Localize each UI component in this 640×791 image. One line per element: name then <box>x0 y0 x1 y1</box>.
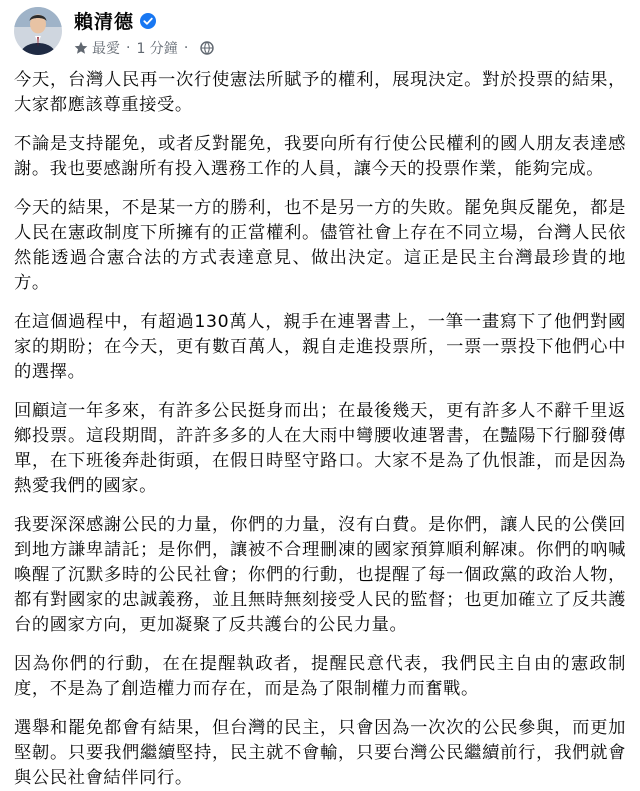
post-paragraph: 今天的結果，不是某一方的勝利，也不是另一方的失敗。罷免與反罷免，都是人民在憲政制度下所擁有的正當權利。儘管社會上存在不同立場，台灣人民依然能透過合憲合法的方式表達意見、做出決定。這正是民主台灣最珍貴的地方。 <box>14 198 626 293</box>
post-meta <box>74 5 214 58</box>
meta-separator: · <box>126 40 131 56</box>
post-timestamp[interactable]: 1 分鐘 <box>136 41 178 57</box>
post-paragraph: 在這個過程中，有超過130萬人，親手在連署書上，一筆一畫寫下了他們對國家的期盼；在今天，更有數百萬人，親自走進投票所，一票一票投下他們心中的選擇。 <box>14 312 626 382</box>
post-paragraph: 回顧這一年多來，有許多公民挺身而出；在最後幾天，更有許多人不辭千里返鄉投票。這段期間，許許多多的人在大雨中彎腰收連署書，在豔陽下行腳發傳單，在下班後奔赴街頭，在假日時堅守路口。大家不是為了仇恨誰，而是因為熱愛我們的國家。 <box>14 401 626 496</box>
post-paragraph: 因為你們的行動，在在提醒執政者，提醒民意代表，我們民主自由的憲政制度，不是為了創造權力而存在，而是為了限制權力而奮戰。 <box>14 654 626 699</box>
post-body <box>14 68 626 791</box>
post-paragraph: 今天，台灣人民再一次行使憲法所賦予的權利，展現決定。對於投票的結果，大家都應該尊重接受。 <box>14 70 626 115</box>
audience-label: 最愛 <box>92 41 120 57</box>
avatar-photo <box>14 7 62 55</box>
author-name[interactable]: 賴清德 <box>74 11 135 33</box>
post-header <box>14 0 626 60</box>
post-paragraph: 我要深深感謝公民的力量，你們的力量，沒有白費。是你們，讓人民的公僕回到地方謙卑請託；是你們，讓被不合理刪凍的國家預算順利解凍。你們的吶喊喚醒了沉默多時的公民社會；你們的行動，也提醒了每一個政黨的政治人物，都有對國家的忠誠義務，並且無時無刻接受人民的監督；也更加確立了反共護台的國家方向，更加凝聚了反共護台的公民力量。 <box>14 515 626 635</box>
meta-separator-2: · <box>183 40 189 56</box>
favorite-star-icon <box>74 41 88 55</box>
post-subline <box>74 38 214 58</box>
author-avatar[interactable] <box>14 7 62 55</box>
verified-badge-icon <box>140 13 156 29</box>
post-paragraph: 不論是支持罷免，或者反對罷免，我要向所有行使公民權利的國人朋友表達感謝。我也要感謝所有投入選務工作的人員，讓今天的投票作業，能夠完成。 <box>14 134 626 179</box>
public-globe-icon[interactable] <box>200 41 214 55</box>
post-paragraph: 選舉和罷免都會有結果，但台灣的民主，只會因為一次次的公民參與，而更加堅韌。只要我們繼續堅持，民主就不會輸，只要台灣公民繼續前行，我們就會與公民社會結伴同行。 <box>14 718 626 788</box>
